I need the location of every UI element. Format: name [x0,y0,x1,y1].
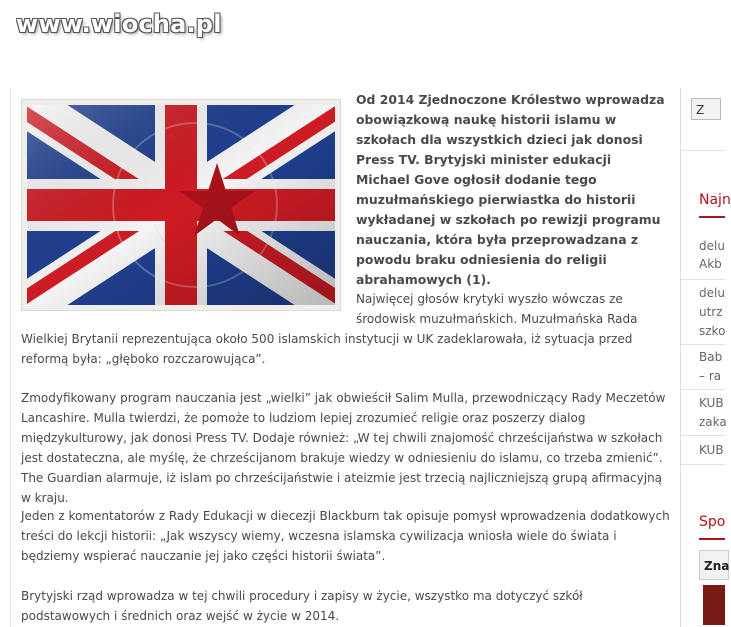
sidebar-item-separator [681,389,725,390]
site-header [0,0,725,88]
sidebar-link[interactable]: – ra [699,369,722,383]
sidebar-heading-underline [699,216,725,218]
sidebar-link[interactable]: KUB [699,396,724,410]
sidebar-link[interactable]: Bab [699,350,723,364]
sidebar-link[interactable]: szko [699,324,726,338]
sidebar [681,88,731,627]
sidebar-item-separator [681,344,725,345]
article-paragraph-4: Brytyjski rząd wprowadza w tej chwili procedury i zapisy w życie, wszystko ma dotyczyć szkół podstawowych i średnich oraz wejść w życie w 2014. [21,589,583,623]
sidebar-link[interactable]: delu [699,286,725,300]
sidebar-divider-line [681,150,725,151]
sidebar-search-button[interactable]: Z [691,98,721,120]
sidebar-link[interactable]: delu [699,239,725,253]
sidebar-heading-sport: Spo [699,514,726,530]
sidebar-item-separator [681,435,725,436]
sidebar-tab[interactable]: Zna [699,550,729,580]
article-paragraph-2: Zmodyfikowany program nauczania jest „wielki” jak obwieścił Salim Mulla, przewodniczący Rady Meczetów Lancashire. Mulla twierdzi, że pomoże to ludziom lepiej zrozumieć religie oraz poszerzy dialog międzykulturowy, jak donosi Press TV. Dodaje również: „W tej chwili znajomość chrześcijaństwa w szkołach jest dostateczna, ale myślę, że chrześcijanom brakuje wiedzy w odniesieniu do islamu, co trzeba zmienić”. The Guardian alarmuje, iż islam po chrześcijaństwie i ateizmie jest trzecią najliczniejszą grupą afirmacyjną w kraju. [21,391,666,505]
union-jack-crescent-image [27,105,335,305]
sidebar-item-separator [681,464,725,465]
article-image [21,99,341,311]
sidebar-item-separator [681,279,725,280]
article-paragraph-1-rest: Wielkiej Brytanii reprezentująca około 500 islamskich instytucji w UK zadeklarowała, iż sytuacja przed reformą była: „głęboko rozczarowująca”. [21,332,633,366]
article-paragraph-1-start: Najwięcej głosów krytyki wyszło wówczas ze środowisk muzułmańskich. Muzułmańska Rada [356,292,638,326]
sidebar-link[interactable]: KUB [699,443,724,457]
article-paragraph-3: Jeden z komentatorów z Rady Edukacji w diecezji Blackburn tak opisuje pomysł wprowadzenia dodatkowych treści do lekcji historii: „Jak wszyscy wiemy, wczesna islamska cywilizacja wniosła wiele do świata i będziemy wspierać nauczanie jej jako części historii świata”. [21,509,670,563]
sidebar-heading-popular: Najn [699,192,731,208]
site-watermark: www.wiocha.pl [16,10,222,38]
sidebar-heading-underline [699,538,725,540]
content-border [10,88,11,627]
article-lead: Od 2014 Zjednoczone Królestwo wprowadza obowiązkową naukę historii islamu w szkołach dla wszystkich dzieci jak donosi Press TV. Brytyjski minister edukacji Michael Gove ogłosił dodanie tego muzułmańskiego pierwiastka do historii wykładanej w szkołach po rewizji programu nauczania, która była przeprowadzana z powodu braku odniesienia do religii abrahamowych (1). [356,92,665,287]
sidebar-link[interactable]: utrz [699,305,723,319]
sidebar-link[interactable]: zaka [699,415,727,429]
sidebar-link[interactable]: Akb [699,257,722,271]
sidebar-thumbnail[interactable] [703,585,725,625]
